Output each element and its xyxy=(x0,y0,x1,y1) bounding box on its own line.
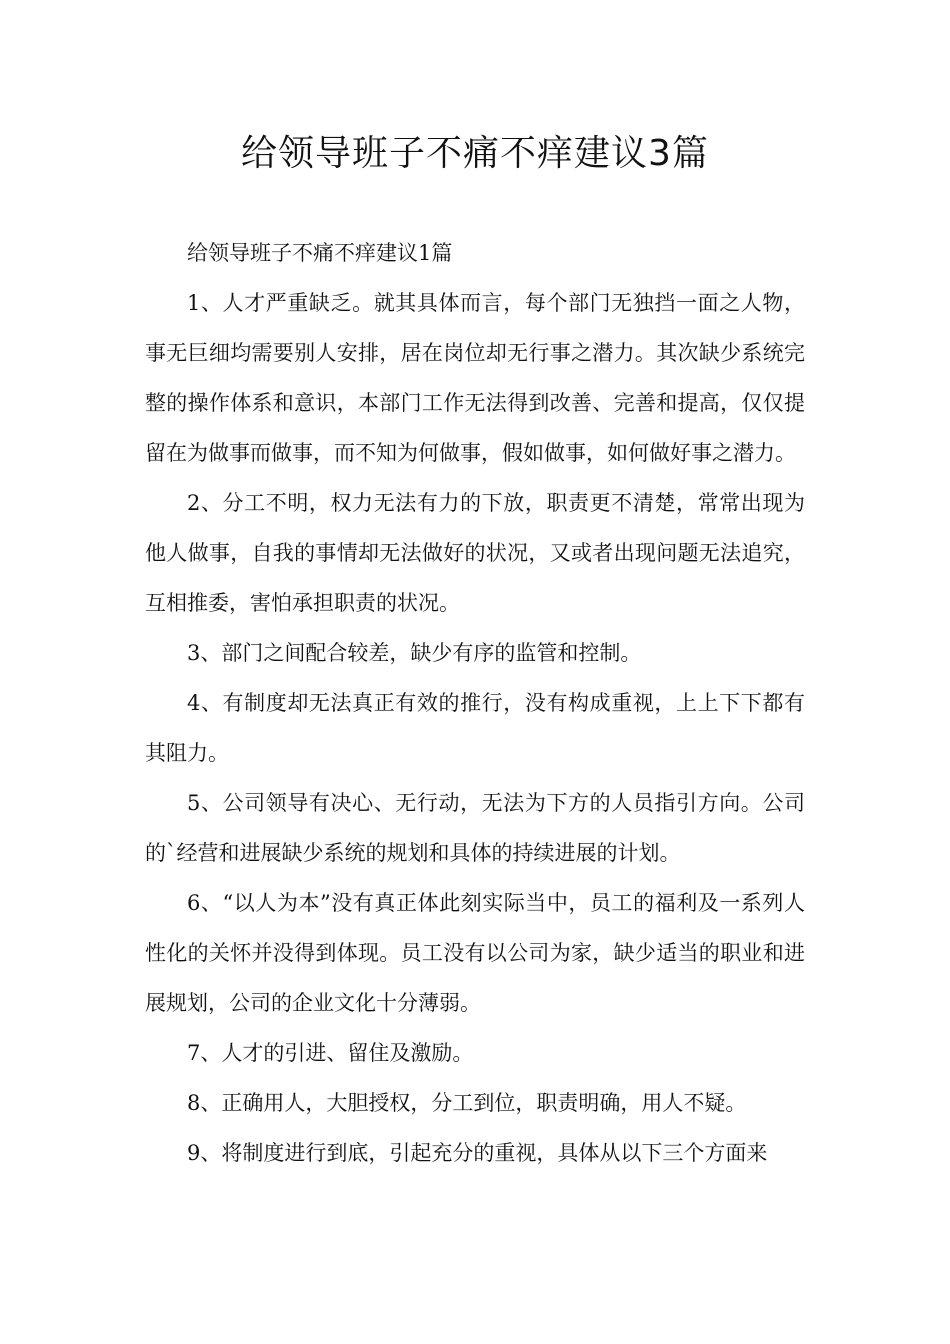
paragraph-5: 5、公司领导有决心、无行动，无法为下方的人员指引方向。公司的`经营和进展缺少系统的规划和具体的持续进展的计划。 xyxy=(145,791,805,865)
document-title: 给领导班子不痛不痒建议3篇 xyxy=(241,133,709,174)
paragraph-7: 7、人才的引进、留住及激励。 xyxy=(187,1041,474,1065)
paragraph-3: 3、部门之间配合较差，缺少有序的监管和控制。 xyxy=(187,641,642,665)
paragraph-4: 4、有制度却无法真正有效的推行，没有构成重视，上上下下都有其阻力。 xyxy=(145,691,805,765)
paragraph-8: 8、正确用人，大胆授权，分工到位，职责明确，用人不疑。 xyxy=(187,1091,747,1115)
paragraph-2: 2、分工不明，权力无法有力的下放，职责更不清楚，常常出现为他人做事，自我的事情却无法做好的状况，又或者出现问题无法追究，互相推委，害怕承担职责的状况。 xyxy=(145,491,805,615)
paragraph-1: 1、人才严重缺乏。就其具体而言，每个部门无独挡一面之人物，事无巨细均需要别人安排，居在岗位却无行事之潜力。其次缺少系统完整的操作体系和意识，本部门工作无法得到改善、完善和提高，仅仅提留在为做事而做事，而不知为何做事，假如做事，如何做好事之潜力。 xyxy=(145,291,805,465)
document-body xyxy=(145,228,805,1178)
section-subtitle: 给领导班子不痛不痒建议1篇 xyxy=(187,241,453,265)
paragraph-6: 6、“以人为本”没有真正体此刻实际当中，员工的福利及一系列人性化的关怀并没得到体现。员工没有以公司为家，缺少适当的职业和进展规划，公司的企业文化十分薄弱。 xyxy=(145,891,805,1015)
paragraph-9: 9、将制度进行到底，引起充分的重视，具体从以下三个方面来 xyxy=(187,1141,768,1165)
